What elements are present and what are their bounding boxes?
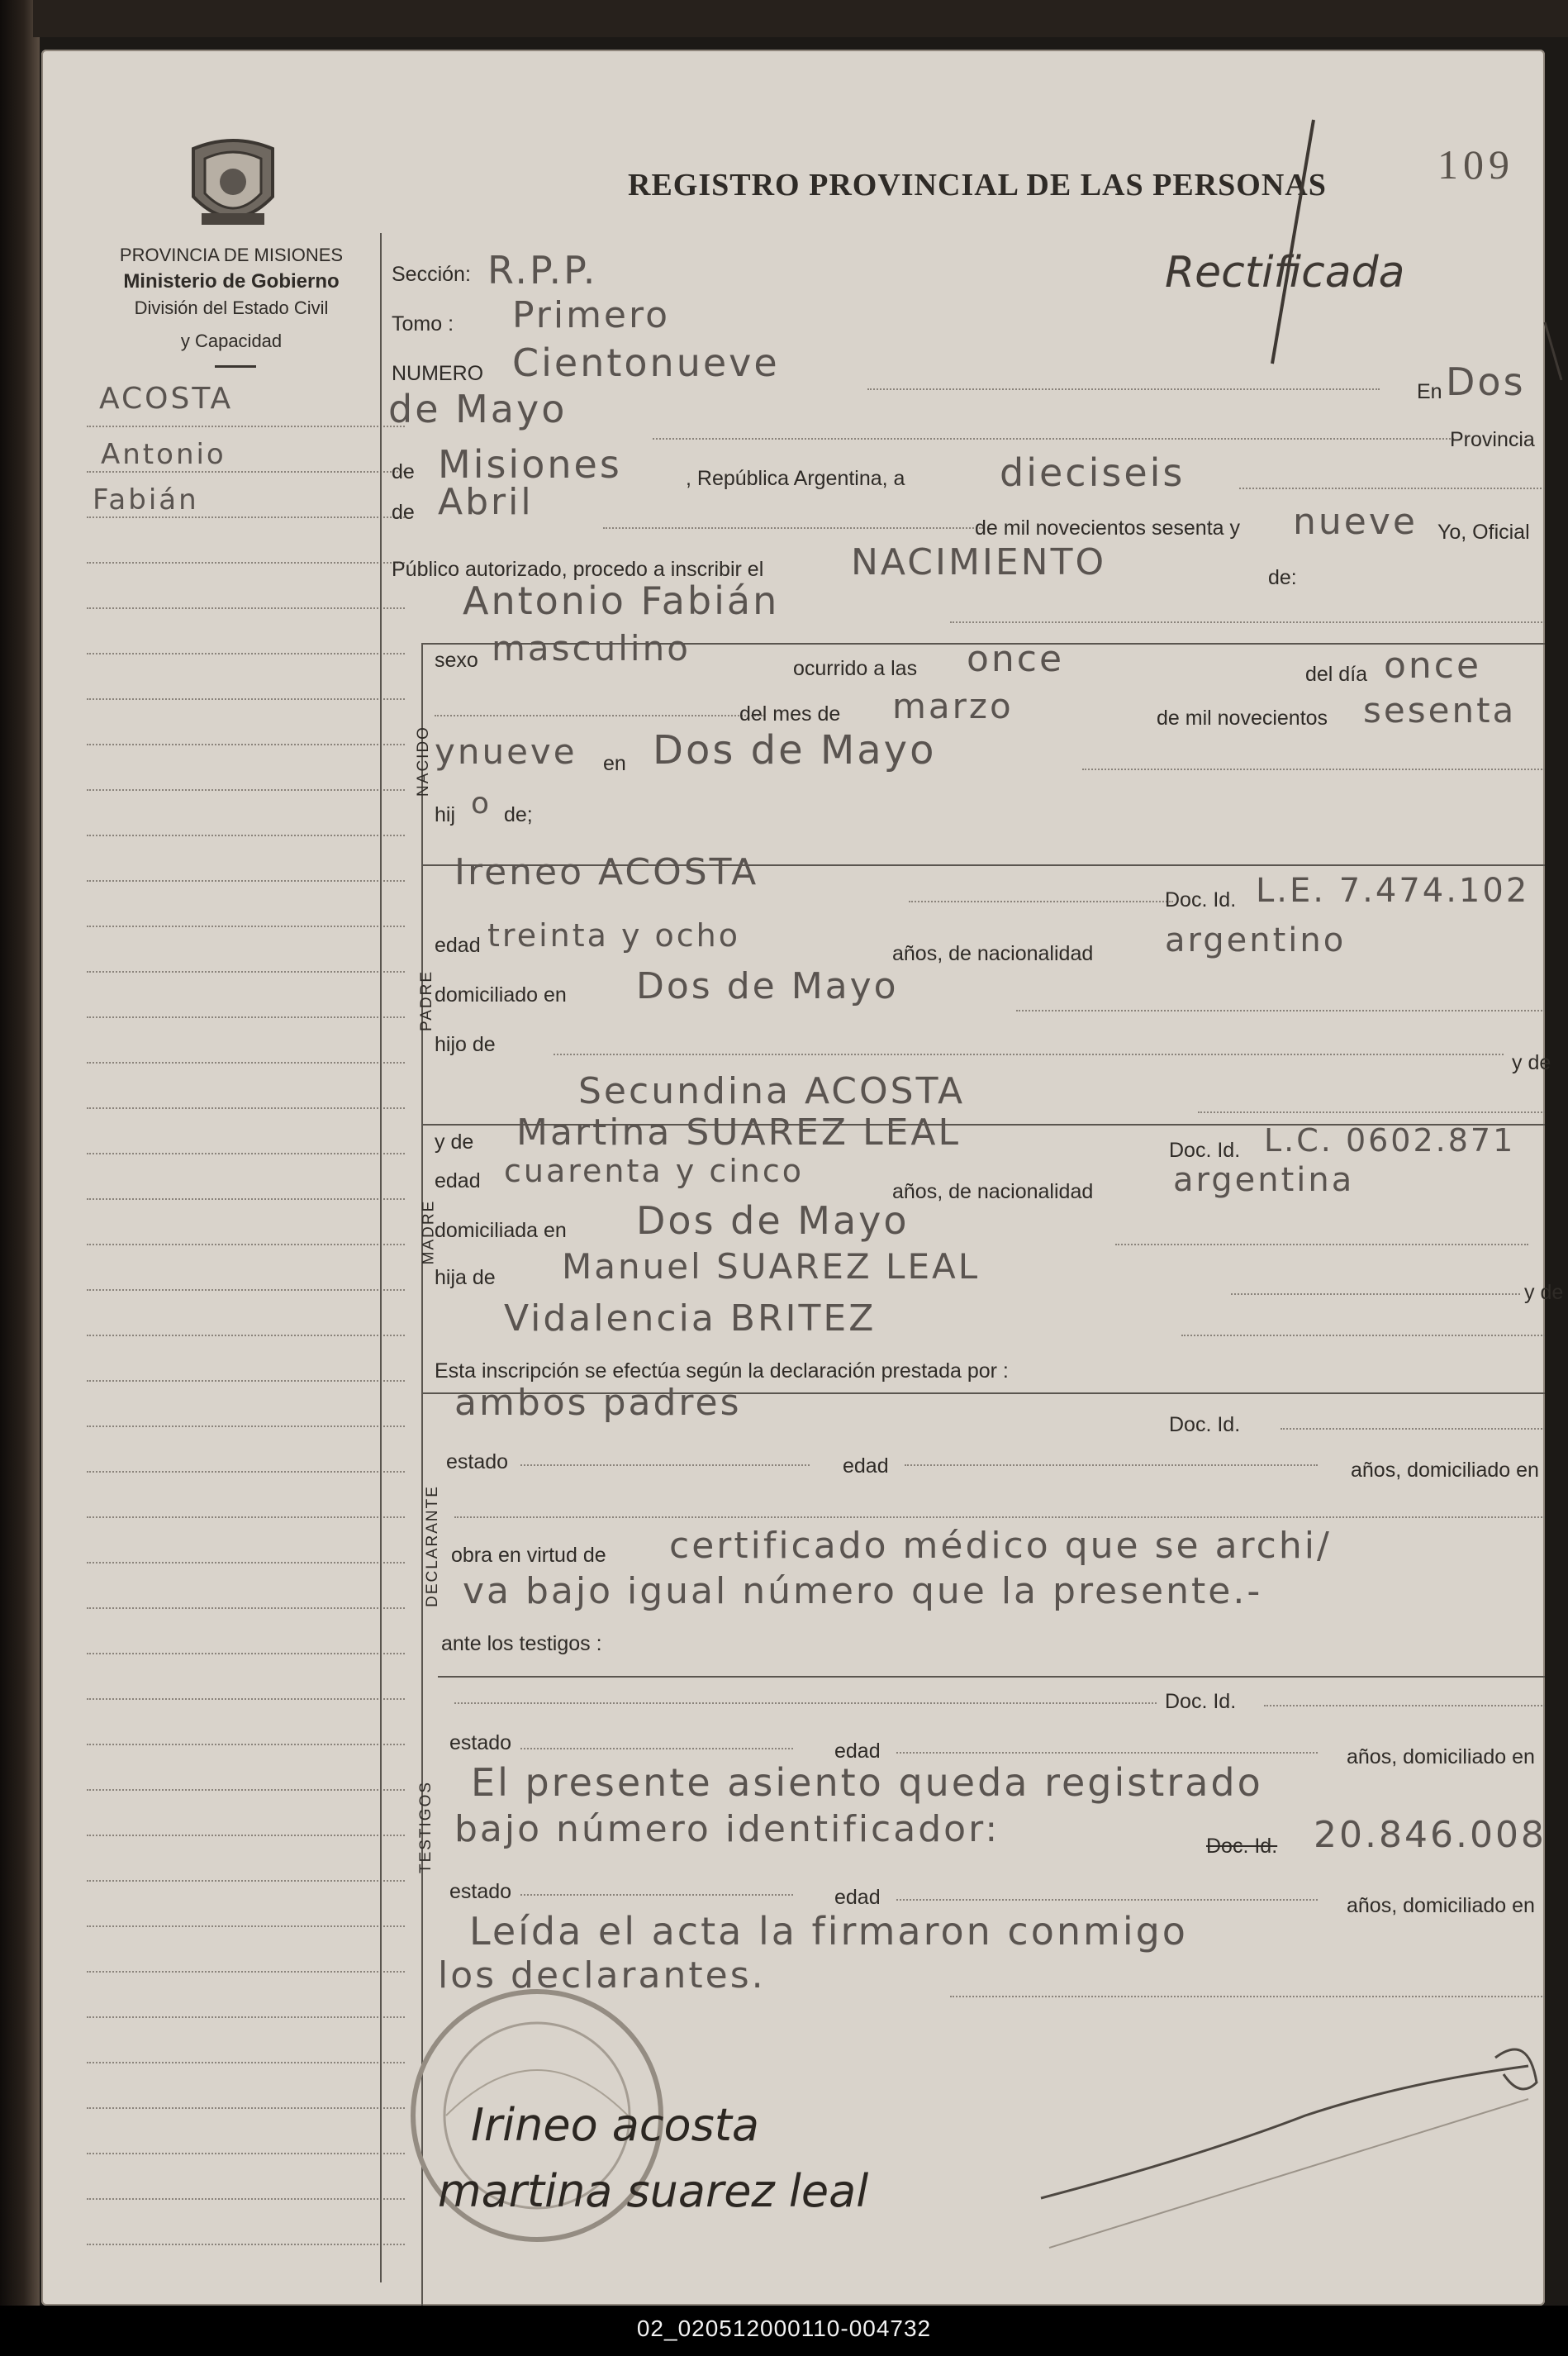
leida-1: Leída el acta la firmaron conmigo — [469, 1909, 1188, 1954]
tomo-value: Primero — [512, 294, 671, 336]
padre-anios-label: años, de nacionalidad — [892, 942, 1094, 965]
madre-nombre-value: Martina SUAREZ LEAL — [516, 1111, 961, 1154]
mes-value: Abril — [438, 481, 534, 523]
provincia-label: Provincia — [1450, 428, 1535, 451]
madre-padre-value: Manuel SUAREZ LEAL — [562, 1246, 981, 1287]
sidebar-line — [87, 516, 405, 518]
obra-label: obra en virtud de — [451, 1544, 606, 1567]
oficial-label: Yo, Oficial — [1437, 521, 1530, 544]
sidebar-line — [87, 1562, 405, 1564]
sidebar-line1: PROVINCIA DE MISIONES — [119, 245, 344, 265]
padre-nac-value: argentino — [1165, 921, 1347, 959]
madre-anios-label: años, de nacionalidad — [892, 1180, 1094, 1203]
testigos-doc-label-2: Doc. Id. — [1206, 1835, 1278, 1858]
sidebar-line2: Ministerio de Gobierno — [123, 270, 340, 293]
section-label-testigos: TESTIGOS — [417, 1780, 435, 1874]
acto-value: NACIMIENTO — [851, 541, 1107, 583]
padre-doc-label: Doc. Id. — [1165, 888, 1237, 911]
padre-hijode-label: hijo de — [435, 1033, 496, 1056]
sidebar-line — [87, 880, 405, 882]
firma-2: martina suarez leal — [438, 2165, 869, 2217]
hora-value: once — [967, 638, 1065, 680]
mes-nacido-value: marzo — [892, 686, 1014, 726]
madre-edad-value: cuarenta y cinco — [504, 1153, 805, 1189]
declarante-intro: Esta inscripción se efectúa según la declaración prestada por : — [435, 1359, 1009, 1383]
sidebar-line — [87, 789, 405, 791]
sidebar-line — [87, 744, 405, 745]
sidebar-line — [87, 698, 405, 700]
sidebar-line — [87, 926, 405, 927]
seccion-label: Sección: — [392, 263, 471, 286]
testigos-estado-label: estado — [449, 1731, 512, 1754]
dot-line — [896, 1899, 1318, 1901]
anio2-value: ynueve — [435, 731, 577, 772]
sidebar-line — [87, 2153, 405, 2154]
dot-line — [520, 1464, 810, 1466]
sidebar-line — [87, 562, 405, 564]
section-label-nacido: NACIDO — [414, 726, 432, 797]
publico-label: Público autorizado, procedo a inscribir el — [392, 558, 764, 581]
dot-line — [950, 621, 1545, 623]
madre-yde-label: y de — [435, 1130, 474, 1154]
madre-yde2-label: y de — [1524, 1281, 1564, 1304]
page-title: REGISTRO PROVINCIAL DE LAS PERSONAS — [628, 168, 1327, 202]
nota-2: bajo número identificador: — [454, 1808, 1000, 1850]
dia-nacido-value: once — [1384, 645, 1482, 687]
hij-value: o — [471, 787, 492, 821]
dot-line — [520, 1894, 793, 1896]
sidebar-line — [87, 2198, 405, 2200]
padre-nombre-value: Ireneo ACOSTA — [454, 851, 759, 893]
nombre-value: Antonio Fabián — [463, 578, 780, 623]
sidebar-line — [87, 835, 405, 836]
ocurrido-label: ocurrido a las — [793, 657, 918, 680]
dot-line — [435, 715, 765, 716]
file-id: 02_020512000110-004732 — [636, 2316, 932, 2341]
anio-value: nueve — [1293, 501, 1418, 543]
testigos-doc-label: Doc. Id. — [1165, 1690, 1237, 1713]
declarante-value: ambos padres — [454, 1382, 742, 1424]
padre-dom-label: domiciliado en — [435, 983, 567, 1007]
seccion-value: R.P.P. — [487, 248, 598, 293]
sidebar-line — [87, 1653, 405, 1654]
sidebar-given-1: Antonio — [101, 438, 226, 471]
milnov-label: de mil novecientos — [1157, 707, 1328, 730]
testigos-anios-label-2: años, domiciliado en — [1347, 1894, 1535, 1917]
delmes-label: del mes de — [739, 702, 841, 726]
sidebar-line — [87, 1835, 405, 1836]
de-colon-label: de: — [1268, 566, 1297, 589]
madre-madre-value: Vidalencia BRITEZ — [504, 1297, 877, 1340]
hij-label: hij — [435, 803, 456, 826]
dot-line — [1231, 1293, 1520, 1295]
sidebar-line — [87, 1471, 405, 1473]
deldia-label: del día — [1305, 663, 1368, 686]
padre-edad-value: treinta y ocho — [487, 917, 741, 954]
madre-doc-label: Doc. Id. — [1169, 1139, 1241, 1162]
declarante-anios-label: años, domiciliado en — [1351, 1459, 1539, 1482]
sidebar-line — [87, 1744, 405, 1745]
sidebar-line — [87, 1971, 405, 1973]
section-label-padre: PADRE — [418, 969, 436, 1032]
identificador-value: 20.846.008 — [1314, 1814, 1547, 1856]
ante-label: ante los testigos : — [441, 1632, 602, 1655]
madre-dom-label: domiciliada en — [435, 1219, 567, 1242]
book-binding-edge — [0, 0, 40, 2356]
dot-line — [1239, 488, 1545, 489]
section-label-madre: MADRE — [420, 1199, 438, 1265]
dot-line — [1181, 1335, 1545, 1336]
sidebar-line — [87, 1607, 405, 1609]
madre-edad-label: edad — [435, 1169, 481, 1192]
padre-dom-value: Dos de Mayo — [636, 965, 899, 1007]
lugar-value: Dos de Mayo — [653, 727, 937, 773]
dia-value: dieciseis — [1000, 450, 1186, 495]
column-divider — [380, 233, 382, 2282]
padre-doc-value: L.E. 7.474.102 — [1256, 872, 1530, 910]
testigos-edad-label: edad — [834, 1740, 881, 1763]
testigos-estado-label-2: estado — [449, 1880, 512, 1903]
padre-yde-label: y de — [1512, 1051, 1551, 1074]
madre-nac-value: argentina — [1173, 1161, 1355, 1199]
dot-line — [1082, 769, 1545, 770]
sidebar-line — [87, 1880, 405, 1882]
sidebar-line — [87, 1789, 405, 1791]
padre-abuela-value: Secundina ACOSTA — [578, 1070, 966, 1112]
sidebar-line — [87, 1107, 405, 1109]
provincial-seal-icon — [183, 132, 283, 240]
sidebar-line — [87, 1153, 405, 1154]
sidebar-line — [87, 971, 405, 973]
madre-doc-value: L.C. 0602.871 — [1264, 1122, 1516, 1159]
declarante-doc-label: Doc. Id. — [1169, 1413, 1241, 1436]
firma-1: Irineo acosta — [471, 2099, 759, 2151]
sidebar-divider — [215, 365, 256, 368]
anio1-value: sesenta — [1363, 690, 1517, 731]
madre-hijade-label: hija de — [435, 1266, 496, 1289]
dot-line — [1016, 1010, 1545, 1011]
numero-value: Cientonueve — [512, 340, 780, 385]
sidebar-surname: ACOSTA — [99, 382, 234, 416]
sexo-label: sexo — [435, 649, 478, 672]
dot-line — [896, 1752, 1318, 1754]
sidebar-line — [87, 2244, 405, 2245]
numero-label: NUMERO — [392, 362, 484, 385]
padre-edad-label: edad — [435, 934, 481, 957]
dot-line — [905, 1464, 1318, 1466]
dot-line — [603, 527, 983, 529]
sidebar-line — [87, 607, 405, 609]
sidebar-line — [87, 471, 405, 473]
sidebar-line — [87, 1198, 405, 1200]
sidebar-line — [87, 1289, 405, 1291]
sidebar-line — [87, 1380, 405, 1382]
dot-line — [520, 1748, 793, 1749]
sidebar-line — [87, 2062, 405, 2063]
official-signature — [1033, 2033, 1561, 2281]
dot-line — [1264, 1705, 1545, 1706]
leida-2: los declarantes. — [438, 1954, 766, 1997]
en-value-2: de Mayo — [388, 387, 568, 431]
sidebar-line — [87, 426, 405, 427]
register-page — [41, 50, 1564, 2306]
section-label-declarante: DECLARANTE — [423, 1485, 441, 1607]
provincia-value: Misiones — [438, 442, 622, 487]
sidebar-line — [87, 1016, 405, 1018]
sidebar-line4: y Capacidad — [180, 331, 283, 351]
sidebar-line — [87, 1062, 405, 1064]
sidebar-line — [87, 2107, 405, 2109]
sidebar-line — [87, 653, 405, 654]
sidebar-line — [87, 1335, 405, 1336]
mil-label: de mil novecientos sesenta y — [975, 516, 1241, 540]
sidebar-line3: División del Estado Civil — [134, 297, 329, 318]
de-label-2: de — [392, 501, 415, 524]
sexo-value: masculino — [492, 628, 691, 669]
sidebar-line — [87, 1698, 405, 1700]
rectificada-note: Rectificada — [1165, 248, 1405, 297]
declarante-edad-label: edad — [843, 1454, 889, 1478]
sidebar-line — [87, 1244, 405, 1245]
madre-dom-value: Dos de Mayo — [636, 1198, 910, 1243]
dot-line — [454, 1702, 1157, 1704]
hij-de-label: de; — [504, 803, 533, 826]
nota-1: El presente asiento queda registrado — [471, 1760, 1263, 1805]
en-value: Dos — [1446, 359, 1526, 404]
dot-line — [867, 388, 1380, 390]
de-label: de — [392, 460, 415, 483]
dot-line — [554, 1054, 1504, 1055]
sidebar-line — [87, 2016, 405, 2018]
dot-line — [909, 901, 1173, 902]
declarante-estado-label: estado — [446, 1450, 509, 1473]
republica-label: , República Argentina, a — [686, 467, 905, 490]
section-rule — [438, 1676, 1545, 1678]
sidebar-line — [87, 1425, 405, 1427]
dot-line — [454, 1516, 1545, 1518]
en-label: En — [1417, 380, 1442, 403]
dot-line — [950, 1996, 1545, 1997]
page-number: 109 — [1437, 141, 1514, 188]
obra-value-2: va bajo igual número que la presente.- — [463, 1570, 1263, 1612]
testigos-edad-label-2: edad — [834, 1886, 881, 1909]
file-id-bar — [0, 2306, 1568, 2356]
annotation-strokes — [1157, 116, 1568, 380]
sidebar-line — [87, 1925, 405, 1927]
sidebar-given-2: Fabián — [93, 483, 199, 516]
tomo-label: Tomo : — [392, 312, 454, 336]
book-top-edge — [33, 0, 1568, 37]
en-nacido-label: en — [603, 752, 626, 775]
testigos-anios-label: años, domiciliado en — [1347, 1745, 1535, 1768]
dot-line — [1281, 1428, 1545, 1430]
dot-line — [1115, 1244, 1528, 1245]
sidebar-line — [87, 1516, 405, 1518]
dot-line — [653, 438, 1454, 440]
obra-value-1: certificado médico que se archi/ — [669, 1525, 1332, 1567]
dot-line — [1198, 1111, 1545, 1113]
